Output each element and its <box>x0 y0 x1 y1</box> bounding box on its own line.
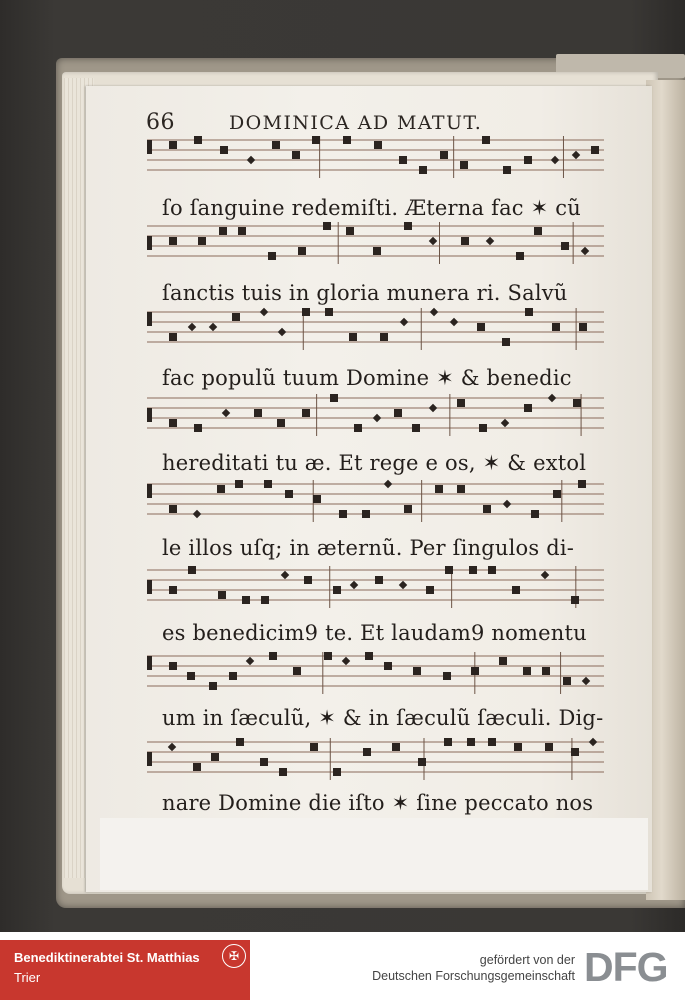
neume <box>194 136 202 144</box>
neume <box>545 743 553 751</box>
neume <box>188 566 196 574</box>
neume <box>363 748 371 756</box>
neume <box>429 237 437 245</box>
neume <box>333 768 341 776</box>
neume <box>169 505 177 513</box>
neume <box>572 151 580 159</box>
neume <box>339 510 347 518</box>
neume <box>482 136 490 144</box>
lyric-line-5: le illos uſq; in æternũ. Per ſingulos di- <box>162 536 575 560</box>
neume <box>342 657 350 665</box>
neume <box>222 409 230 417</box>
neume <box>392 743 400 751</box>
neume <box>502 338 510 346</box>
neume <box>486 237 494 245</box>
neume <box>404 505 412 513</box>
neume <box>211 753 219 761</box>
neume <box>281 571 289 579</box>
neume <box>375 576 383 584</box>
neume <box>279 768 287 776</box>
neume <box>209 323 217 331</box>
neume <box>380 333 388 341</box>
neume <box>313 495 321 503</box>
neume <box>542 667 550 675</box>
lyric-line-6: es benedicim9 te. Et laudam9 nomentu <box>162 621 587 645</box>
neume <box>552 323 560 331</box>
neume <box>429 404 437 412</box>
neume <box>261 596 269 604</box>
neume <box>220 146 228 154</box>
neume <box>445 566 453 574</box>
neume <box>499 657 507 665</box>
neume <box>217 485 225 493</box>
neume <box>247 156 255 164</box>
neume <box>399 581 407 589</box>
neume <box>479 424 487 432</box>
neume <box>400 318 408 326</box>
neume <box>323 222 331 230</box>
clef-mark <box>147 140 152 154</box>
neume <box>561 242 569 250</box>
institution-city: Trier <box>14 970 41 985</box>
neume <box>426 586 434 594</box>
neume <box>333 586 341 594</box>
neume <box>589 738 597 746</box>
funder-line-1: gefördert von der <box>479 953 575 967</box>
neume <box>399 156 407 164</box>
neume <box>443 672 451 680</box>
neume <box>209 682 217 690</box>
neume <box>450 318 458 326</box>
neume <box>548 394 556 402</box>
neume <box>516 252 524 260</box>
neume <box>362 510 370 518</box>
neume <box>571 596 579 604</box>
neume <box>444 738 452 746</box>
neume <box>440 151 448 159</box>
neume <box>169 333 177 341</box>
neume <box>563 677 571 685</box>
neume <box>324 652 332 660</box>
neume <box>512 586 520 594</box>
neume <box>534 227 542 235</box>
neume <box>218 591 226 599</box>
neume <box>523 667 531 675</box>
neume <box>346 227 354 235</box>
funder-line-2: Deutschen Forschungsgemeinschaft <box>372 969 575 983</box>
neume <box>551 156 559 164</box>
neume <box>277 419 285 427</box>
neume <box>524 404 532 412</box>
clef-mark <box>147 484 152 498</box>
neume <box>384 662 392 670</box>
neume <box>488 738 496 746</box>
neume <box>193 763 201 771</box>
clef-mark <box>147 752 152 766</box>
institution-name[interactable]: Benediktinerabtei St. Matthias <box>14 950 200 965</box>
neume <box>260 758 268 766</box>
neume <box>193 510 201 518</box>
page-number: 66 <box>146 110 175 135</box>
neume <box>268 252 276 260</box>
neume <box>579 323 587 331</box>
lyric-line-1: ſo ſanguine redemiſti. Æterna fac ✶ cũ <box>162 196 581 220</box>
clef-mark <box>147 312 152 326</box>
neume <box>235 480 243 488</box>
neume <box>573 399 581 407</box>
neume <box>501 419 509 427</box>
neume <box>169 586 177 594</box>
neume <box>582 677 590 685</box>
neume <box>419 166 427 174</box>
abbey-logo-icon: ✠ <box>222 944 246 968</box>
neume <box>349 333 357 341</box>
neume <box>168 743 176 751</box>
neume <box>435 485 443 493</box>
neume <box>460 161 468 169</box>
neume <box>524 156 532 164</box>
clef-mark <box>147 580 152 594</box>
neume <box>169 237 177 245</box>
neume <box>374 141 382 149</box>
neume <box>531 510 539 518</box>
neume <box>325 308 333 316</box>
neume <box>236 738 244 746</box>
neume <box>350 581 358 589</box>
lyric-line-4: hereditati tu æ. Et rege e os, ✶ & extol <box>162 451 587 475</box>
neume <box>293 667 301 675</box>
neume <box>219 227 227 235</box>
neume <box>578 480 586 488</box>
neume <box>264 480 272 488</box>
neume <box>169 662 177 670</box>
neume <box>343 136 351 144</box>
neume <box>292 151 300 159</box>
neume <box>483 505 491 513</box>
neume <box>310 743 318 751</box>
neume <box>232 313 240 321</box>
neume <box>553 490 561 498</box>
neume <box>254 409 262 417</box>
neume <box>457 399 465 407</box>
clef-mark <box>147 408 152 422</box>
neume <box>229 672 237 680</box>
neume <box>298 247 306 255</box>
neume <box>260 308 268 316</box>
neume <box>503 500 511 508</box>
neume <box>394 409 402 417</box>
neume <box>373 414 381 422</box>
neume <box>302 308 310 316</box>
neume <box>354 424 362 432</box>
neume <box>242 596 250 604</box>
neume <box>471 667 479 675</box>
lyric-line-8: nare Domine die iſto ✶ ſine peccato nos <box>162 791 594 815</box>
running-head: DOMINICA AD MATUT. <box>229 112 483 134</box>
neume <box>312 136 320 144</box>
clef-mark <box>147 236 152 250</box>
neume <box>488 566 496 574</box>
neume <box>169 141 177 149</box>
neume <box>198 237 206 245</box>
neume <box>467 738 475 746</box>
neume <box>503 166 511 174</box>
neume <box>469 566 477 574</box>
neume <box>477 323 485 331</box>
neume <box>373 247 381 255</box>
neume <box>384 480 392 488</box>
neume <box>413 667 421 675</box>
neume <box>278 328 286 336</box>
neume <box>541 571 549 579</box>
neume <box>246 657 254 665</box>
neume <box>169 419 177 427</box>
neume <box>238 227 246 235</box>
clef-mark <box>147 656 152 670</box>
neume <box>430 308 438 316</box>
lyric-line-7: um in ſæculũ, ✶ & in ſæculũ ſæculi. Dig- <box>162 706 604 730</box>
neume <box>272 141 280 149</box>
neume <box>412 424 420 432</box>
neume <box>302 409 310 417</box>
neume <box>525 308 533 316</box>
neume <box>418 758 426 766</box>
neume <box>457 485 465 493</box>
neume <box>514 743 522 751</box>
neume <box>404 222 412 230</box>
neume <box>269 652 277 660</box>
neume <box>330 394 338 402</box>
neume <box>365 652 373 660</box>
neume <box>304 576 312 584</box>
dfg-logo[interactable]: DFG <box>584 944 668 990</box>
neume <box>591 146 599 154</box>
neume <box>461 237 469 245</box>
neume <box>571 748 579 756</box>
neume <box>187 672 195 680</box>
neume <box>581 247 589 255</box>
lyric-line-3: fac populũ tuum Domine ✶ & benedic <box>162 366 572 390</box>
neume <box>194 424 202 432</box>
neume <box>285 490 293 498</box>
lyric-line-2: ſanctis tuis in gloria munera ri. Salvũ <box>162 281 568 305</box>
neume <box>188 323 196 331</box>
